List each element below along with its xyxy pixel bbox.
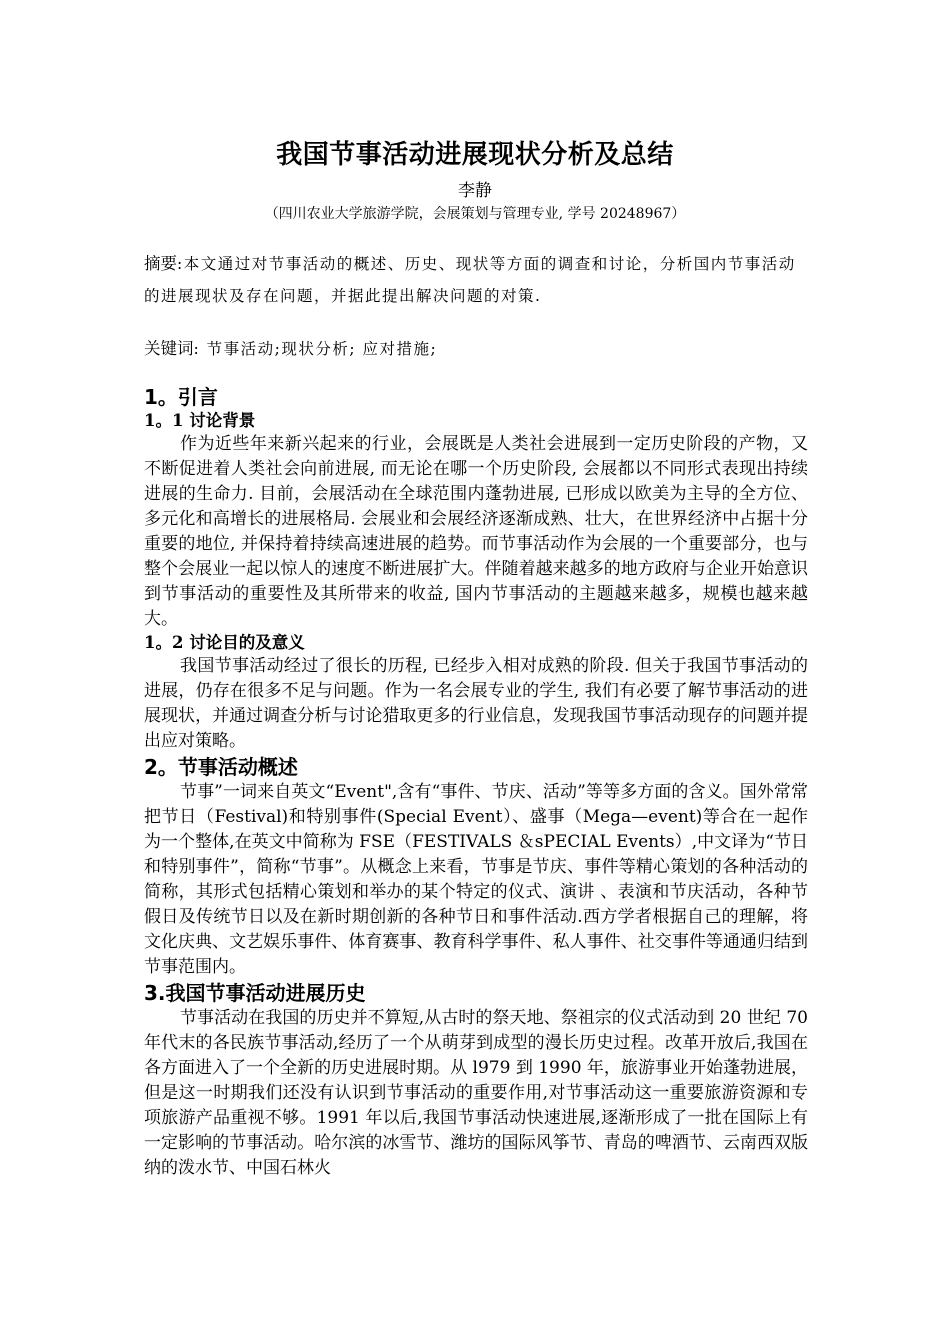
abstract-label: 摘要 (144, 254, 177, 273)
subsection-heading-1-2: 1。2 讨论目的及意义 (144, 633, 305, 652)
abstract-text: :本文通过对节事活动的概述、历史、现状等方面的调查和讨论，分析国内节事活动的进展现状及存在问题，并据此提出解决问题的对策. (144, 255, 796, 305)
section-heading-3: 3.我国节事活动进展历史 (144, 981, 366, 1005)
author-affiliation: （四川农业大学旅游学院，会展策划与管理专业, 学号 20248967） (264, 206, 686, 222)
paper-body (144, 384, 808, 1181)
paragraph-2: 节事”一词来自英文“Event",含有“事件、节庆、活动”等等多方面的含义。国外常常把节日（Festival)和特别事件(Special Event）、盛事（Mega—event)等合在一起作为一个整体,在英文中简称为 FSE（FESTIVALS ＆sPECIAL Events）,中文译为“节日和特别事件”，简称“节事”。从概念上来看，节事是节庆、事件等精心策划的各种活动的简称，其形式包括精心策划和举办的某个特定的仪式、演讲 、表演和节庆活动，各种节假日及传统节日以及在新时期创新的各种节日和事件活动.西方学者根据自己的理解，将文化庆典、文艺娱乐事件、体育赛事、教育科学事件、私人事件、社交事件等通通归结到节事范围内。 (144, 782, 808, 977)
keywords-text: : 节事活动;现状分析; 应对措施; (193, 340, 438, 358)
paragraph-1-2: 我国节事活动经过了很长的历程, 已经步入相对成熟的阶段. 但关于我国节事活动的进展，仍存在很多不足与问题。作为一名会展专业的学生, 我们有必要了解节事活动的进展现状，并通过调查分析与讨论猎取更多的行业信息，发现我国节事活动现存的问题并提出应对策略。 (144, 656, 808, 751)
section-heading-2: 2。节事活动概述 (144, 755, 298, 779)
keywords (144, 337, 808, 361)
paper-title: 我国节事活动进展现状分析及总结 (276, 140, 674, 170)
paragraph-3: 节事活动在我国的历史并不算短,从古时的祭天地、祭祖宗的仪式活动到 20 世纪 70 年代末的各民族节事活动,经历了一个从萌芽到成型的漫长历史过程。改革开放后,我国在各方面进入了一个全新的历史进展时期。从 l979 到 1990 年，旅游事业开始蓬勃进展，但是这一时期我们还没有认识到节事活动的重要作用,对节事活动这一重要旅游资源和专项旅游产品重视不够。1991 年以后,我国节事活动快速进展,逐渐形成了一批在国际上有一定影响的节事活动。哈尔滨的冰雪节、潍坊的国际风筝节、青岛的啤酒节、云南西双版纳的泼水节、中国石林火 (144, 1008, 808, 1178)
keywords-label: 关键词 (144, 339, 194, 358)
section-heading-1: 1。引言 (144, 385, 218, 409)
abstract (144, 248, 808, 312)
subsection-heading-1-1: 1。1 讨论背景 (144, 411, 256, 430)
paragraph-1-1: 作为近些年来新兴起来的行业，会展既是人类社会进展到一定历史阶段的产物，又不断促进着人类社会向前进展, 而无论在哪一个历史阶段, 会展都以不同形式表现出持续进展的生命力. 目前，会展活动在全球范围内蓬勃进展, 已形成以欧美为主导的全方位、多元化和高增长的进展格局. 会展业和会展经济逐渐成熟、壮大，在世界经济中占据十分重要的地位, 并保持着持续高速进展的趋势。而节事活动作为会展的一个重要部分，也与整个会展业一起以惊人的速度不断进展扩大。伴随着越来越多的地方政府与企业开始意识到节事活动的重要性及其所带来的收益, 国内节事活动的主题越来越多，规模也越来越大。 (144, 434, 808, 629)
author-name: 李静 (458, 181, 492, 201)
